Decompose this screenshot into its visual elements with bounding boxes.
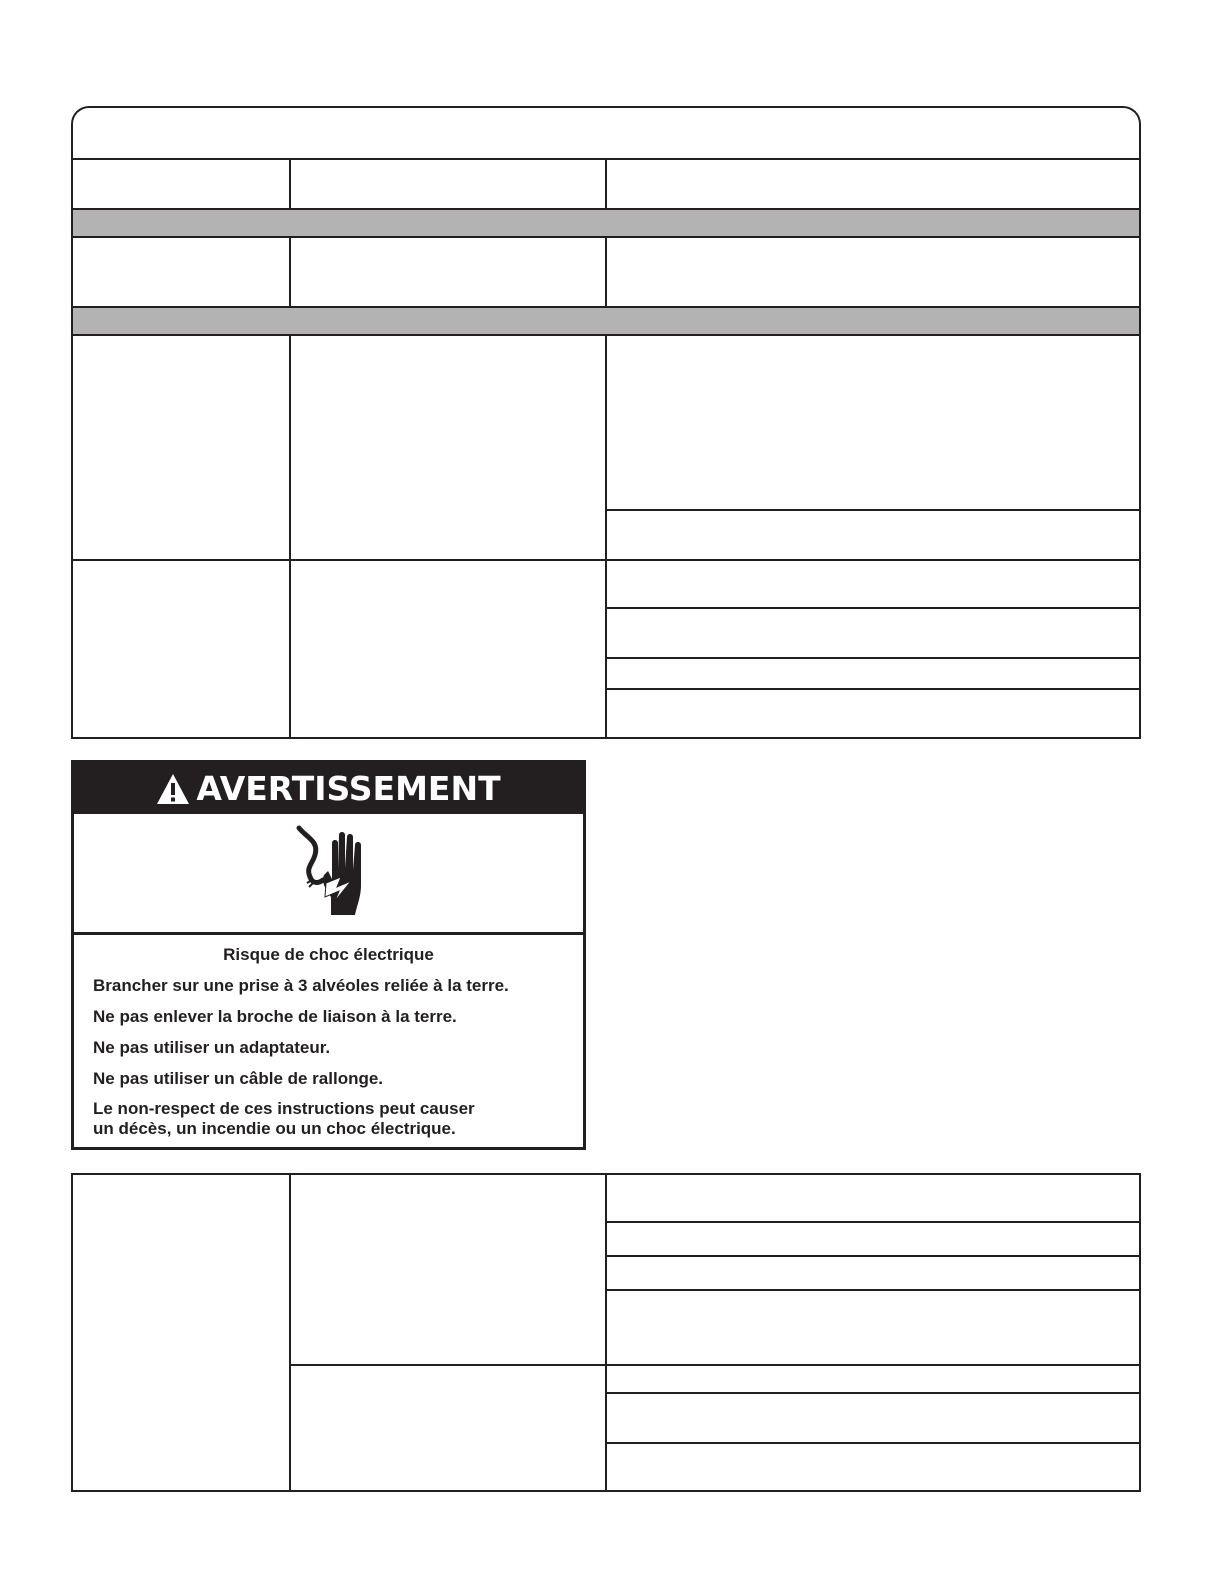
warning-line: Brancher sur une prise à 3 alvéoles reliée à la terre. [93,976,509,995]
table-rule [605,334,607,739]
warning-title: AVERTISSEMENT [196,769,501,808]
table-rule [605,1289,1141,1291]
table-rule [289,334,291,739]
warning-pictogram [74,814,583,935]
table-rule [71,158,73,739]
table-rule [605,657,1141,659]
section-band [73,308,1139,334]
table-rule [605,1255,1141,1257]
table-title-box [71,106,1141,161]
electric-shock-hand-icon [279,823,379,923]
table-rule [605,509,1141,511]
warning-consequence: Le non-respect de ces instructions peut causer [93,1099,475,1118]
electrical-shock-warning [71,760,586,1150]
warning-line: Ne pas enlever la broche de liaison à la terre. [93,1007,457,1026]
table-rule [71,1173,73,1492]
warning-hazard: Risque de choc électrique [223,945,434,964]
table-rule [289,1364,1141,1366]
warning-line: Ne pas utiliser un câble de rallonge. [93,1069,384,1088]
table-rule [1139,158,1141,739]
table-rule [605,1173,607,1492]
table-rule [605,236,607,308]
table-rule [1139,1173,1141,1492]
warning-triangle-icon [156,773,190,805]
table-rule [605,1392,1141,1394]
warning-consequence: un décès, un incendie ou un choc électrique. [93,1119,456,1138]
table-rule [605,688,1141,690]
section-band [73,210,1139,236]
table-rule [289,236,291,308]
warning-text [74,935,583,1147]
table-rule [605,158,607,210]
warning-line: Ne pas utiliser un adaptateur. [93,1038,331,1057]
warning-header [74,763,583,814]
table-rule [605,1221,1141,1223]
table-rule [605,1442,1141,1444]
table-rule [289,1173,291,1492]
table-rule [605,607,1141,609]
table-rule [289,158,291,210]
